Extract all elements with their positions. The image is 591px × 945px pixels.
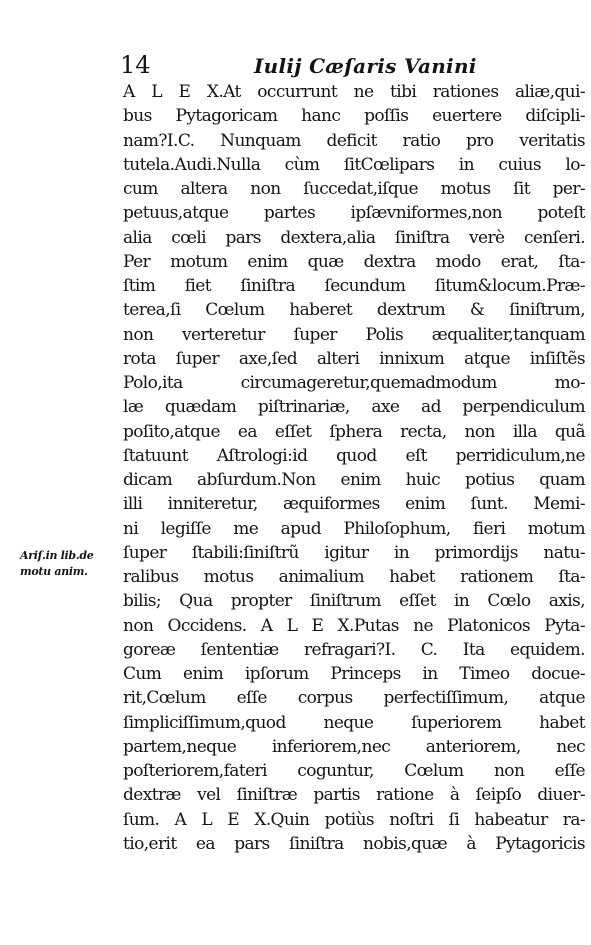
text-line: læ quædam piſtrinariæ, axe ad perpendiculum bbox=[123, 397, 585, 418]
text-line: petuus,atque partes ipſævniformes,non poteſt bbox=[123, 203, 585, 224]
text-line: Polo,ita circumageretur,quemadmodum mo- bbox=[123, 373, 585, 393]
text-line: terea,ſi Cœlum haberet dextrum & ſiniſtrum, bbox=[123, 300, 585, 321]
text-line: goreæ ſententiæ refragari?I. C. Ita equidem. bbox=[123, 639, 585, 660]
text-line: poſteriorem,fateri coguntur, Cœlum non eſſe bbox=[123, 761, 585, 781]
text-line: Cum enim ipſorum Princeps in Timeo docue- bbox=[123, 664, 585, 684]
text-line: partem,neque inferiorem,nec anteriorem, nec bbox=[123, 736, 585, 757]
text-line: ſtim fiet ſiniſtra ſecundum ſitum&locum.Præ- bbox=[123, 276, 585, 296]
text-line: dextræ vel ſiniſtræ partis ratione à ſeipſo diuer- bbox=[123, 785, 585, 806]
text-line: dicam abſurdum.Non enim huic potius quam bbox=[123, 470, 585, 490]
text-line: ralibus motus animalium habet rationem ſta- bbox=[123, 567, 585, 587]
marginal-note bbox=[20, 548, 93, 580]
text-line: bus Pytagoricam hanc poſſis euertere diſcipli- bbox=[123, 106, 585, 127]
marginal-note-line: motu anim. bbox=[20, 565, 88, 578]
body-text bbox=[123, 80, 585, 856]
text-line: non Occidens. A L E X.Putas ne Platonicos Pyta- bbox=[123, 615, 585, 636]
page-number: 14 bbox=[120, 51, 151, 79]
text-line: ſum. A L E X.Quin potiùs noſtri ſi habeatur ra- bbox=[123, 809, 585, 830]
text-line: rit,Cœlum eſſe corpus perfectiſſimum, atque bbox=[123, 688, 585, 709]
text-line: Per motum enim quæ dextra modo erat, ſta- bbox=[123, 251, 585, 272]
text-line: illi inniteretur, æquiformes enim ſunt. Memi- bbox=[123, 494, 585, 515]
text-line: rota ſuper axe,ſed alteri innixum atque inſiſtẽs bbox=[123, 348, 585, 369]
text-line: ſimpliciſſimum,quod neque ſuperiorem habet bbox=[123, 712, 585, 733]
text-line: ſuper ſtabili:ſiniſtrũ igitur in primordijs natu- bbox=[123, 542, 585, 563]
text-line: ſtatuunt Aſtrologi:id quod eſt perridiculum,ne bbox=[123, 445, 585, 466]
text-line: bilis; Qua propter ſiniſtrum eſſet in Cœlo axis, bbox=[123, 591, 585, 612]
text-line: cum altera non ſuccedat,iſque motus ſit per- bbox=[123, 179, 585, 199]
marginal-note-line: Ariſ.in lib.de bbox=[20, 549, 94, 562]
text-line: non verteretur ſuper Polis æqualiter,tanquam bbox=[123, 324, 585, 345]
text-line: alia cœli pars dextera,alia ſiniſtra verè cenſeri. bbox=[123, 227, 585, 248]
running-head: Iulij Cæſaris Vanini bbox=[254, 54, 477, 78]
text-line: tutela.Audi.Nulla cùm ſitCœlipars in cuius lo- bbox=[123, 154, 585, 175]
text-line: A L E X.At occurrunt ne tibi rationes aliæ,qui- bbox=[123, 82, 585, 102]
text-line: ni legiſſe me apud Philoſophum, fieri motum bbox=[123, 518, 585, 539]
text-line: tio,erit ea pars ſiniſtra nobis,quæ à Pytagoricis bbox=[123, 833, 585, 854]
text-line: poſito,atque ea eſſet ſphera recta, non illa quã bbox=[123, 421, 585, 442]
text-line: nam?I.C. Nunquam deficit ratio pro veritatis bbox=[123, 130, 585, 151]
